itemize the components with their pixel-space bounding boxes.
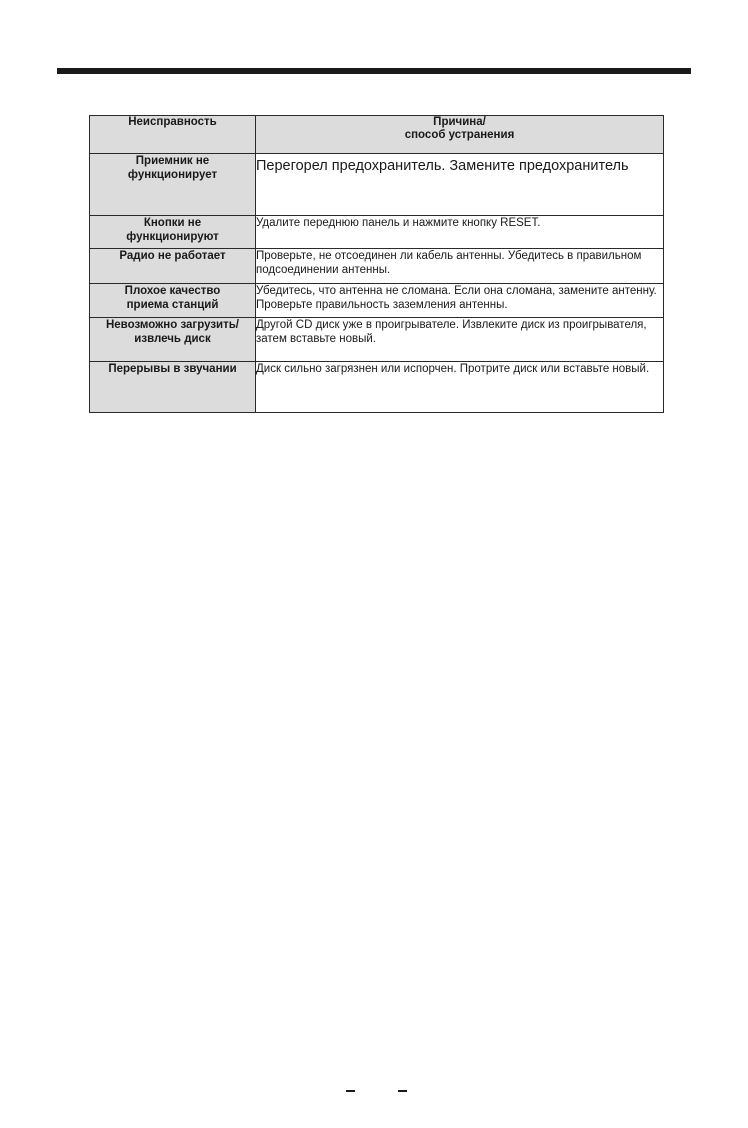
remedy-cell: Диск сильно загрязнен или испорчен. Протрите диск или вставьте новый. — [256, 362, 664, 413]
fault-line: Радио не работает — [119, 250, 226, 262]
fault-line: Приемник не — [135, 155, 210, 167]
fault-line: приема станций — [126, 299, 219, 311]
fault-line: извлечь диск — [134, 333, 211, 345]
fault-cell — [90, 154, 256, 216]
fault-line: функционирует — [127, 169, 218, 181]
fault-cell — [90, 318, 256, 362]
fault-cell — [90, 249, 256, 284]
fault-line: Кнопки не — [143, 217, 202, 229]
remedy-cell: Перегорел предохранитель. Замените предохранитель — [256, 154, 664, 216]
remedy-cell: Убедитесь, что антенна не сломана. Если она сломана, замените антенну. Проверьте правильность заземления антенны. — [256, 284, 664, 318]
fault-cell — [90, 284, 256, 318]
table-row — [90, 249, 664, 284]
table-header-row — [90, 116, 664, 154]
page-footer-marks — [340, 1090, 420, 1094]
table-row — [90, 362, 664, 413]
fault-cell — [90, 362, 256, 413]
remedy-cell: Другой CD диск уже в проигрывателе. Извлеките диск из проигрывателя, затем вставьте новый. — [256, 318, 664, 362]
header-cause-remedy — [256, 116, 664, 154]
header-remedy-line: способ устранения — [404, 129, 515, 141]
troubleshooting-table — [89, 115, 664, 413]
header-rule — [57, 68, 691, 74]
table-row — [90, 216, 664, 249]
footer-dash-left — [346, 1090, 355, 1092]
header-cause-line: Причина/ — [433, 116, 486, 128]
table-row — [90, 318, 664, 362]
fault-line: функционируют — [126, 231, 219, 243]
remedy-cell: Удалите переднюю панель и нажмите кнопку RESET. — [256, 216, 664, 249]
remedy-cell: Проверьте, не отсоединен ли кабель антенны. Убедитесь в правильном подсоединении антенны. — [256, 249, 664, 284]
header-fault: Неисправность — [90, 116, 256, 154]
fault-cell — [90, 216, 256, 249]
footer-dash-right — [398, 1090, 407, 1092]
fault-line: Перерывы в звучании — [108, 363, 237, 375]
table-row — [90, 154, 664, 216]
fault-line: Плохое качество — [124, 285, 221, 297]
table-row — [90, 284, 664, 318]
fault-line: Невозможно загрузить/ — [105, 319, 240, 331]
